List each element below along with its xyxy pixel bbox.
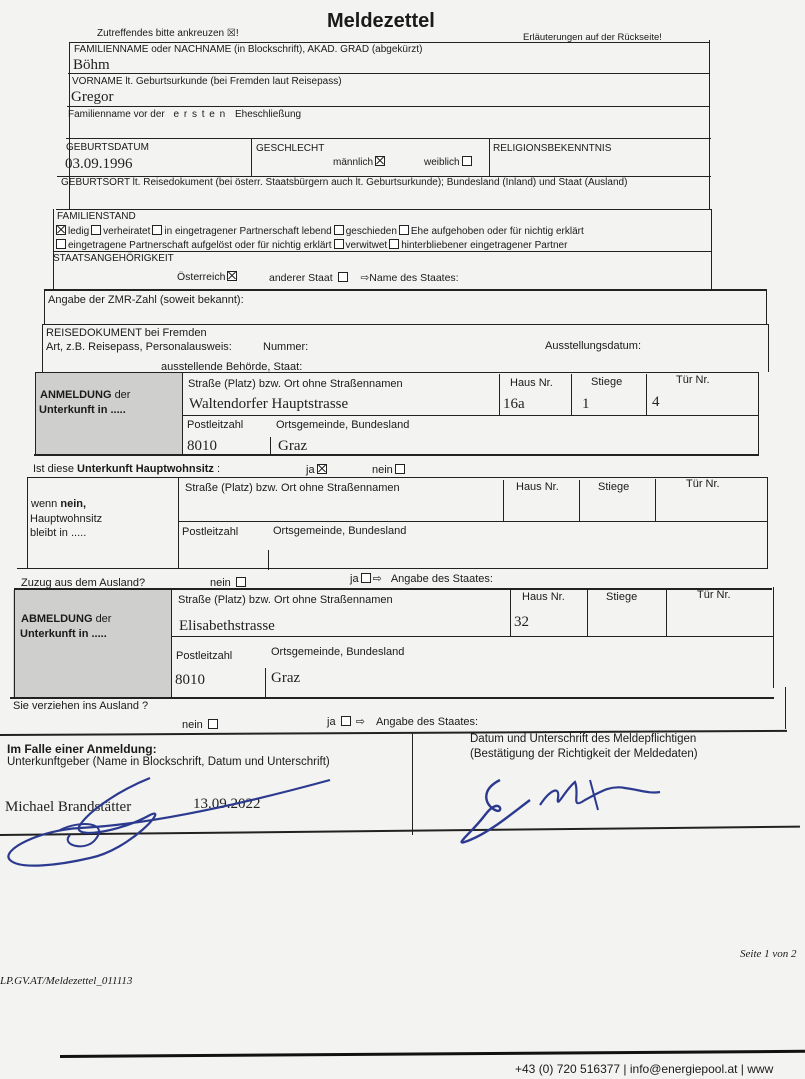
hws-ort-label: Ortsgemeinde, Bundesland — [273, 525, 407, 537]
unterkunftgeber-heading: Im Falle einer Anmeldung: — [7, 742, 157, 756]
maennlich-checkbox-checked[interactable] — [375, 156, 385, 166]
anmeldung-haus-label: Haus Nr. — [510, 377, 553, 389]
abmeldung-strasse-label: Straße (Platz) bzw. Ort ohne Straßennamen — [178, 594, 393, 606]
rule — [35, 372, 36, 454]
hauptwohnsitz-nein-option[interactable] — [372, 464, 407, 476]
behoerde-label: ausstellende Behörde, Staat: — [161, 361, 303, 373]
hauptwohnsitz-ja-checkbox-checked[interactable] — [317, 464, 327, 474]
footer-rule — [60, 1050, 805, 1058]
anmeldung-haus-value: 16a — [503, 396, 525, 412]
hauptwohnsitz-q-c: : — [216, 463, 221, 475]
abmeldung-ort-value: Graz — [271, 670, 301, 686]
ausland-staat-label: Angabe des Staates: — [375, 716, 479, 728]
meldepflichtiger-line2: (Bestätigung der Richtigkeit der Meldedaten) — [470, 748, 698, 760]
rule — [178, 477, 179, 569]
geburtsdatum-value: 03.09.1996 — [65, 156, 133, 172]
staat-name-label: Name des Staates: — [369, 272, 459, 284]
rule — [571, 374, 572, 416]
ausland-nein-option[interactable] — [182, 719, 220, 731]
familienstand-label: FAMILIENSTAND — [57, 211, 136, 222]
rule — [69, 42, 710, 43]
maennlich-label: männlich — [333, 157, 374, 168]
frame-right-mid — [711, 209, 712, 291]
hauptwohnsitz-nein-checkbox[interactable] — [395, 464, 405, 474]
rule — [265, 668, 266, 698]
rule — [646, 374, 647, 416]
hauptwohnsitz-nein-label: nein — [372, 464, 393, 476]
rule — [66, 138, 711, 139]
anmeldung-label-b: der — [114, 389, 131, 401]
frame-left-mid — [53, 209, 54, 289]
vorname-value: Gregor — [71, 89, 114, 105]
aufgehoben-label: Ehe aufgehoben oder für nichtig erklärt — [410, 226, 584, 237]
anmeldung-ort-label: Ortsgemeinde, Bundesland — [276, 419, 410, 431]
familienname-value: Böhm — [73, 57, 110, 73]
abmeldung-haus-label: Haus Nr. — [522, 591, 565, 603]
rule — [67, 106, 710, 107]
hws-plz-label: Postleitzahl — [182, 526, 239, 538]
rule — [510, 590, 511, 637]
verwitwet-checkbox[interactable] — [334, 239, 344, 249]
partnerschaft-label: in eingetragener Partnerschaft lebend — [164, 226, 332, 237]
ausland-nein-label: nein — [182, 719, 203, 731]
abmeldung-plz-label: Postleitzahl — [176, 650, 233, 662]
ausland-ja-label: ja — [327, 716, 336, 728]
anmeldung-ort-value: Graz — [278, 438, 308, 454]
zuzug-staat-label: Angabe des Staates: — [390, 573, 493, 585]
staat-label: STAATSANGEHÖRIGKEIT — [53, 253, 174, 264]
zuzug-nein-checkbox[interactable] — [236, 577, 246, 587]
instruction-text: Zutreffendes bitte ankreuzen ☒! — [97, 28, 239, 39]
rule — [171, 588, 172, 698]
rule — [666, 589, 667, 636]
aufgeloest-label: eingetragene Partnerschaft aufgelöst oder für nichtig erklärt — [68, 240, 332, 251]
rule — [768, 324, 769, 372]
weiblich-checkbox[interactable] — [462, 156, 472, 166]
rule — [14, 588, 15, 697]
religion-label: RELIGIONSBEKENNTNIS — [493, 143, 612, 154]
rule — [785, 687, 786, 729]
anmeldung-label-a: ANMELDUNG — [40, 389, 112, 401]
familienstand-row1 — [54, 225, 584, 237]
eheschliessung-label-c: Eheschließung — [234, 109, 302, 120]
rule — [182, 372, 183, 454]
abmeldung-plz-value: 8010 — [175, 672, 205, 688]
oesterreich-option[interactable] — [177, 271, 239, 283]
rule — [773, 587, 774, 688]
rule — [42, 324, 768, 325]
unterkunftgeber-datum: 13.09.2022 — [193, 796, 261, 812]
rule — [27, 477, 768, 478]
rule — [27, 477, 28, 569]
rule — [17, 568, 768, 569]
zuzug-label: Zuzug aus dem Ausland? — [21, 577, 146, 589]
hws-haus-label: Haus Nr. — [516, 481, 559, 493]
arrow-right-icon: ⇨ — [372, 573, 382, 585]
abmeldung-haus-value: 32 — [514, 614, 529, 630]
geschieden-checkbox[interactable] — [334, 225, 344, 235]
rule — [34, 454, 759, 456]
rule — [758, 372, 759, 454]
abmeldung-unterkunft-label: Unterkunft in ..... — [20, 628, 107, 640]
rule — [53, 251, 711, 252]
frame-right-top — [709, 40, 710, 210]
meldepflichtiger-line1: Datum und Unterschrift des Meldepflichtigen — [470, 733, 697, 745]
rule — [14, 588, 772, 590]
ausland-ja-option[interactable] — [327, 716, 478, 728]
geschieden-label: geschieden — [345, 226, 397, 237]
partnerschaft-checkbox[interactable] — [152, 225, 162, 235]
ledig-label: ledig — [68, 226, 90, 237]
hauptwohnsitz-ja-option[interactable] — [306, 464, 329, 476]
abmeldung-label-a: ABMELDUNG — [21, 613, 93, 625]
rule — [182, 415, 758, 416]
hauptwohnsitz-q-b: Unterkunft Hauptwohnsitz — [77, 463, 214, 475]
arrow-right-icon: ⇨ — [360, 272, 370, 284]
nein-bold-label: nein, — [60, 498, 87, 510]
rule — [268, 550, 269, 570]
ausland-label: Sie verziehen ins Ausland ? — [13, 700, 149, 712]
verheiratet-label: verheiratet — [103, 226, 151, 237]
rule — [42, 324, 43, 372]
rule — [44, 289, 45, 325]
oesterreich-checkbox-checked[interactable] — [227, 271, 237, 281]
zuzug-nein-label: nein — [210, 577, 231, 589]
explanation-note: Erläuterungen auf der Rückseite! — [523, 32, 662, 43]
verwitwet-label: verwitwet — [345, 240, 388, 251]
anmeldung-label — [40, 390, 130, 401]
anmeldung-stiege-value: 1 — [582, 396, 590, 412]
rule — [44, 289, 767, 291]
zuzug-ja-label: ja — [350, 573, 359, 585]
anmeldung-strasse-value: Waltendorfer Hauptstrasse — [189, 396, 349, 412]
rule — [766, 289, 767, 325]
eheschliessung-label — [68, 110, 301, 120]
hws-stiege-label: Stiege — [598, 481, 630, 493]
verheiratet-checkbox[interactable] — [91, 225, 101, 235]
ausland-ja-checkbox[interactable] — [341, 716, 351, 726]
ausland-nein-checkbox[interactable] — [208, 719, 218, 729]
rule — [655, 479, 656, 521]
abmeldung-strasse-value: Elisabethstrasse — [179, 618, 275, 634]
rule — [587, 590, 588, 637]
hauptwohnsitz-ja-label: ja — [306, 464, 315, 476]
bleibt-in-label: bleibt in ..... — [30, 527, 87, 539]
rule — [270, 437, 271, 455]
unterkunftgeber-name: Michael Brandstätter — [5, 799, 132, 815]
rule — [35, 372, 759, 373]
rule — [489, 139, 490, 176]
hauptwohnsitz-label: Hauptwohnsitz — [30, 513, 103, 525]
meldepflichtiger-signature — [440, 770, 680, 860]
page-number: Seite 1 von 2 — [740, 948, 797, 960]
anderer-staat-label: anderer Staat — [269, 272, 333, 284]
anderer-staat-option[interactable] — [269, 272, 459, 284]
geburtsort-label: GEBURTSORT lt. Reisedokument (bei österr. Staatsbürgern auch lt. Geburtsurkunde); Bundesland (Inland) und Staat (Ausland) — [61, 177, 628, 188]
abmeldung-label-b: der — [95, 613, 112, 625]
anmeldung-plz-label: Postleitzahl — [187, 419, 244, 431]
anmeldung-tuer-value: 4 — [652, 394, 660, 410]
hinterblieben-label: hinterbliebener eingetragener Partner — [401, 240, 568, 251]
rule — [171, 636, 773, 637]
rule — [767, 477, 768, 569]
reisedokument-art-label: Art, z.B. Reisepass, Personalausweis: — [46, 341, 232, 353]
anmeldung-unterkunft-label: Unterkunft in ..... — [39, 404, 126, 416]
hinterblieben-checkbox[interactable] — [389, 239, 399, 249]
zmr-label: Angabe der ZMR-Zahl (soweit bekannt): — [48, 294, 244, 306]
reisedokument-label: REISEDOKUMENT bei Fremden — [46, 327, 207, 339]
oesterreich-label: Österreich — [177, 271, 226, 283]
weiblich-label: weiblich — [424, 157, 460, 168]
familienname-label: FAMILIENNAME oder NACHNAME (in Blockschrift), AKAD. GRAD (abgekürzt) — [74, 44, 423, 55]
unterkunftgeber-sub: Unterkunftgeber (Name in Blockschrift, Datum und Unterschrift) — [7, 756, 330, 768]
rule — [68, 73, 710, 74]
rule — [56, 209, 711, 210]
rule — [10, 697, 774, 699]
ausstellungsdatum-label: Ausstellungsdatum: — [545, 340, 641, 352]
hws-tuer-label: Tür Nr. — [686, 478, 720, 490]
hws-strasse-label: Straße (Platz) bzw. Ort ohne Straßennamen — [185, 482, 400, 494]
form-title: Meldezettel — [327, 10, 435, 32]
rule — [579, 480, 580, 522]
abmeldung-label — [21, 614, 111, 625]
wenn-nein-label — [31, 499, 86, 510]
rule — [499, 374, 500, 416]
hauptwohnsitz-q-a: Ist diese — [33, 463, 74, 475]
rule — [178, 521, 767, 522]
abmeldung-ort-label: Ortsgemeinde, Bundesland — [271, 646, 405, 658]
familienstand-row2 — [54, 239, 567, 251]
zuzug-ja-option[interactable] — [350, 573, 493, 585]
aufgeloest-checkbox[interactable] — [56, 239, 66, 249]
rule — [503, 480, 504, 522]
eheschliessung-label-b: e r s t e n — [173, 109, 227, 120]
abmeldung-stiege-label: Stiege — [606, 591, 638, 603]
anmeldung-tuer-label: Tür Nr. — [676, 374, 710, 386]
abmeldung-tuer-label: Tür Nr. — [697, 589, 731, 601]
footer-contact: +43 (0) 720 516377 | info@energiepool.at | www — [515, 1062, 774, 1076]
ledig-checkbox-checked[interactable] — [56, 225, 66, 235]
aufgehoben-checkbox[interactable] — [399, 225, 409, 235]
geburtsdatum-label: GEBURTSDATUM — [66, 142, 149, 153]
anmeldung-strasse-label: Straße (Platz) bzw. Ort ohne Straßennamen — [188, 378, 403, 390]
rule — [251, 139, 252, 176]
anderer-staat-checkbox[interactable] — [338, 272, 348, 282]
zuzug-ja-checkbox[interactable] — [361, 573, 371, 583]
anmeldung-plz-value: 8010 — [187, 438, 217, 454]
vorname-label: VORNAME lt. Geburtsurkunde (bei Fremden laut Reisepass) — [72, 76, 342, 87]
rule — [412, 733, 413, 835]
eheschliessung-label-a: Familienname vor der — [68, 109, 165, 120]
form-id: LP.GV.AT/Meldezettel_011113 — [0, 975, 133, 987]
geschlecht-label: GESCHLECHT — [256, 143, 325, 154]
arrow-right-icon: ⇨ — [355, 716, 365, 728]
maennlich-option[interactable] — [333, 156, 387, 168]
unterkunftgeber-signature — [0, 770, 360, 880]
weiblich-option[interactable] — [424, 156, 474, 168]
reisedokument-nummer-label: Nummer: — [263, 341, 309, 353]
wenn-label: wenn — [31, 498, 58, 510]
hauptwohnsitz-question — [33, 464, 220, 475]
abmeldung-shade — [13, 590, 171, 697]
anmeldung-stiege-label: Stiege — [591, 376, 623, 388]
